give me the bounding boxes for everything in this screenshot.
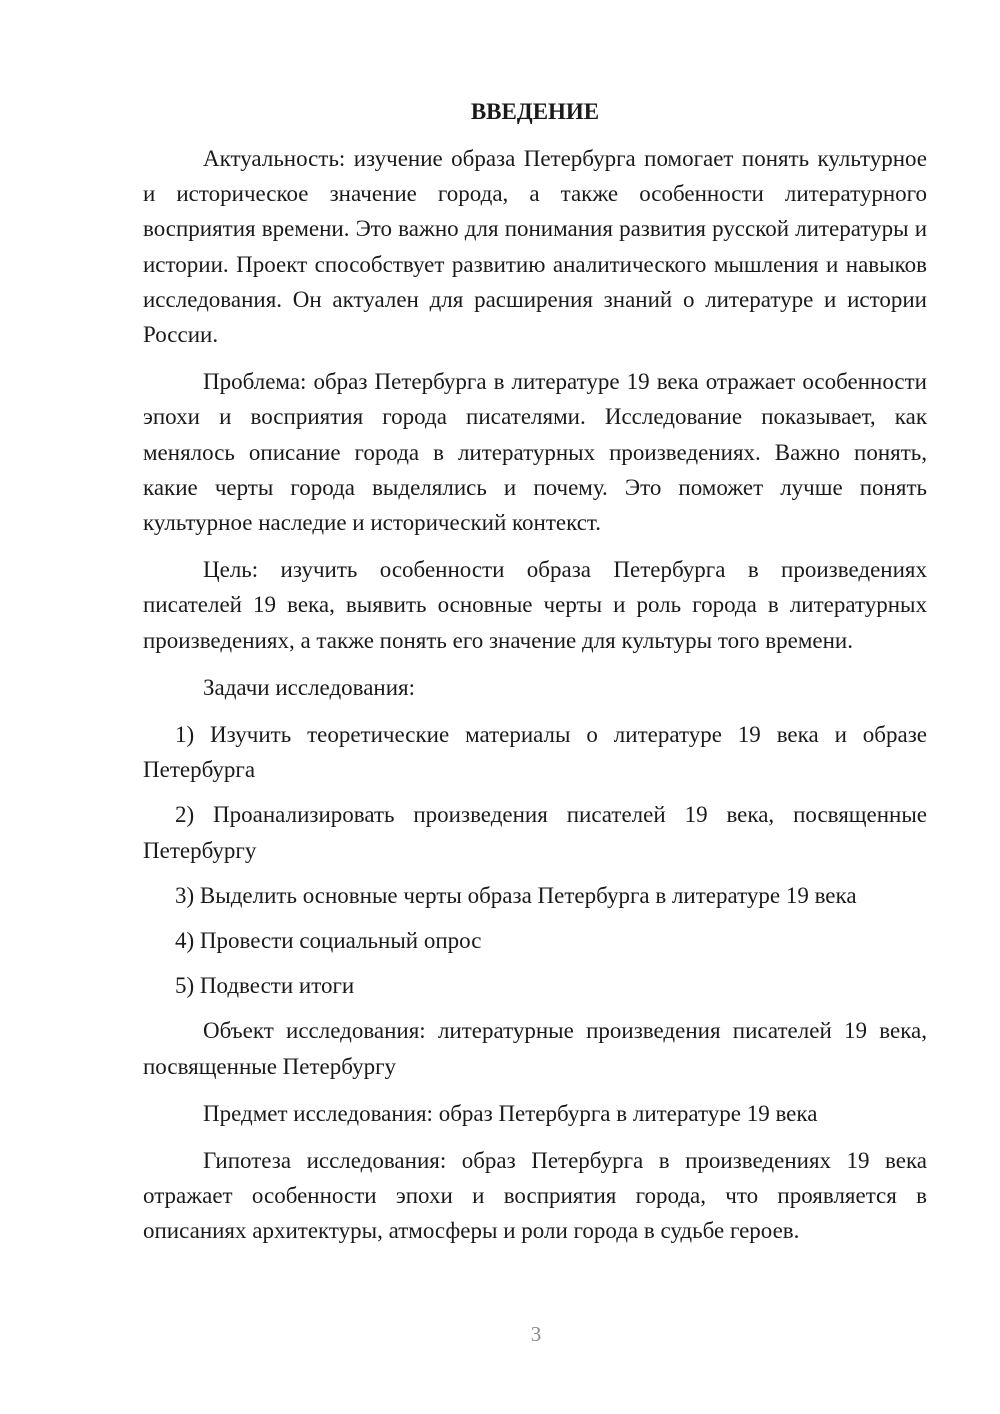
section-title: ВВЕДЕНИЕ [470,99,600,124]
task-item-2: 2) Проанализировать произведения писателей 19 века, посвященные Петербургу [143,802,927,863]
task-item-5: 5) Подвести итоги [175,973,355,999]
problem-paragraph: Проблема: образ Петербурга в литературе 19 века отражает особенности эпохи и восприятия города писателями. Исследование показывает, как менялось описание города в литературных произведениях. Важно понять, какие черты города выделялись и почему. Это поможет лучше понять культурное наследие и исторический контекст. [143,369,927,536]
task-item-3: 3) Выделить основные черты образа Петербурга в литературе 19 века [175,882,857,908]
hypothesis-paragraph: Гипотеза исследования: образ Петербурга в произведениях 19 века отражает особенности эпохи и восприятия города, что проявляется в описаниях архитектуры, атмосферы и роли города в судьбе героев. [143,1148,927,1244]
relevance-paragraph: Актуальность: изучение образа Петербурга помогает понять культурное и историческое значение города, а также особенности литературного восприятия времени. Это важно для понимания развития русской литературы и истории. Проект способствует развитию аналитического мышления и навыков исследования. Он актуален для расширения знаний о литературе и истории России. [143,146,927,348]
tasks-heading: Задачи исследования: [203,674,416,700]
subject-paragraph: Предмет исследования: образ Петербурга в литературе 19 века [203,1100,818,1126]
goal-paragraph: Цель: изучить особенности образа Петербурга в произведениях писателей 19 века, выявить основные черты и роль города в литературных произведениях, а также понять его значение для культуры того времени. [143,557,927,653]
page-number: 3 [530,1322,542,1346]
task-item-1: 1) Изучить теоретические материалы о литературе 19 века и образе Петербурга [143,722,927,783]
object-paragraph: Объект исследования: литературные произведения писателей 19 века, посвященные Петербургу [143,1018,927,1079]
page-content [143,94,927,1261]
task-item-4: 4) Провести социальный опрос [175,928,482,954]
